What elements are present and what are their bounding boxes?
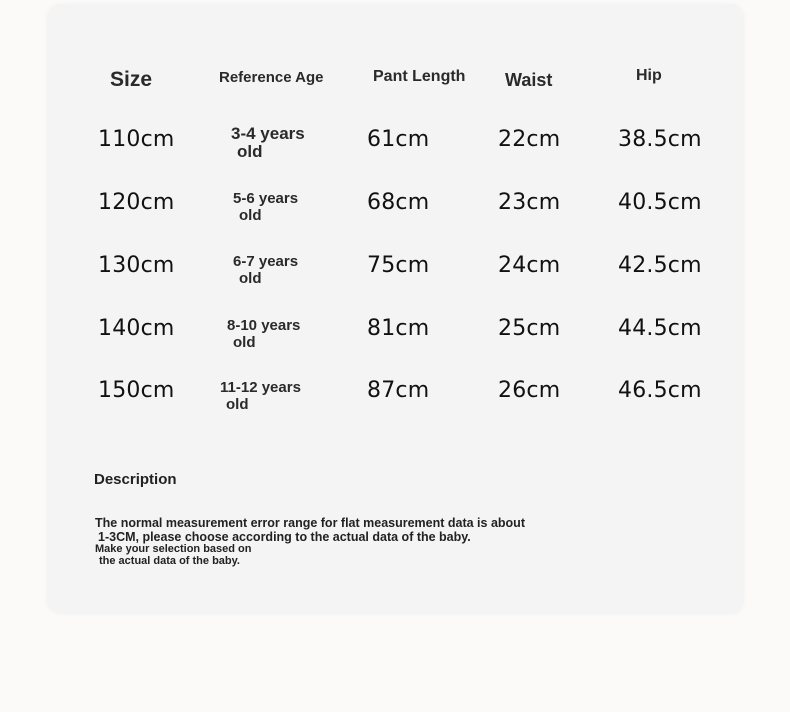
age-line-1: 3-4 years [231,124,305,143]
table-row-hip: 46.5cm [618,378,702,403]
description-note [95,543,252,567]
table-row-pant-length: 81cm [367,316,430,341]
age-line-1: 11-12 years [220,379,301,396]
table-row-age [233,253,298,287]
age-line-2: old [226,396,249,413]
table-row-size: 120cm [98,190,175,215]
header-reference-age: Reference Age [219,69,324,86]
table-row-waist: 24cm [498,253,561,278]
table-row-waist: 22cm [498,127,561,152]
table-row-age [231,125,305,161]
table-row-hip: 38.5cm [618,127,702,152]
table-row-pant-length: 87cm [367,378,430,403]
description-line-2: 1-3CM, please choose according to the actual data of the baby. [98,530,471,544]
table-row-pant-length: 75cm [367,253,430,278]
description-line-1: The normal measurement error range for flat measurement data is about [95,516,525,530]
table-row-hip: 42.5cm [618,253,702,278]
table-row-waist: 25cm [498,316,561,341]
table-row-waist: 23cm [498,190,561,215]
table-row-hip: 44.5cm [618,316,702,341]
header-pant-length: Pant Length [373,68,466,85]
table-row-size: 110cm [98,127,175,152]
header-waist: Waist [505,70,553,90]
table-row-pant-length: 68cm [367,190,430,215]
table-row-age [233,190,298,224]
description-title: Description [94,471,177,488]
age-line-1: 6-7 years [233,253,299,270]
table-row-size: 130cm [98,253,175,278]
age-line-1: 8-10 years [227,317,301,334]
header-hip: Hip [636,67,662,84]
table-row-age [220,379,301,413]
table-row-waist: 26cm [498,378,561,403]
table-row-pant-length: 61cm [367,127,430,152]
age-line-2: old [239,270,262,287]
table-row-age [227,317,300,351]
age-line-2: old [233,334,256,351]
description-text [95,516,525,544]
table-row-hip: 40.5cm [618,190,702,215]
table-row-size: 150cm [98,378,175,403]
table-row-size: 140cm [98,316,175,341]
age-line-1: 5-6 years [233,190,299,207]
age-line-2: old [239,207,262,224]
description-note-line-2: the actual data of the baby. [99,555,240,567]
age-line-2: old [237,142,263,161]
description-note-line-1: Make your selection based on [95,543,252,555]
header-size: Size [110,68,153,91]
